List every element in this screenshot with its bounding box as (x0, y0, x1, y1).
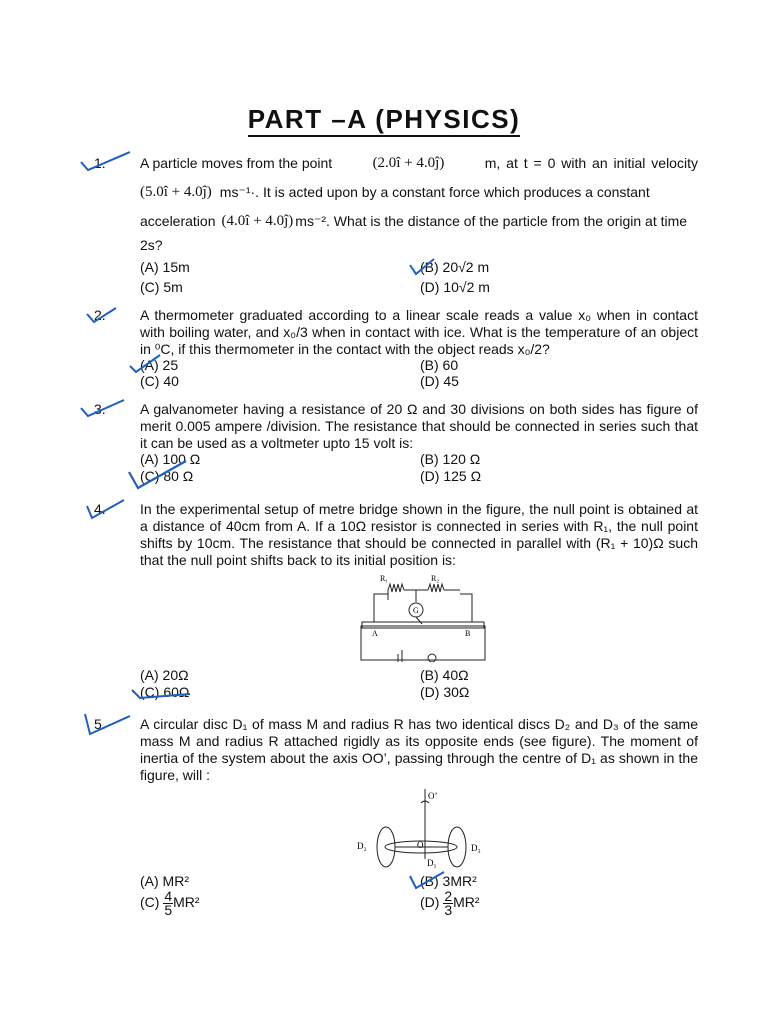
r2-label: R₂ (431, 574, 440, 583)
q1-line-2: (5.0î + 4.0ĵ) ms⁻¹·. It is acted upon by a constant force which produces a constant (140, 184, 650, 200)
fraction: $\frac{2}{3}$ (444, 888, 453, 918)
question-number: 1. (94, 155, 106, 171)
question-number: 2. (94, 307, 106, 323)
question-1 (140, 155, 698, 254)
option-a: (A) 100 Ω (140, 451, 201, 467)
option-c: (C) 60Ω (140, 684, 190, 700)
option-d: (D) 45 (420, 373, 459, 389)
option-b: (B) 3MR² (420, 873, 477, 889)
option-c: (C) 40 (140, 373, 179, 389)
question-3: A galvanometer having a resistance of 20 Ω and 30 divisions on both sides has figure of merit 0.005 ampere /division. The resistance that should be connected in series such that it can be used as a voltmeter upto 15 volt is: (140, 401, 698, 451)
option-d: (D) 125 Ω (420, 468, 482, 484)
r1-label: R₁ (380, 574, 389, 583)
o-label: O (417, 840, 424, 850)
q1-line-4: 2s? (140, 237, 163, 253)
option-b: (B) 20√2 m (420, 259, 490, 275)
point-b-label: B (465, 629, 471, 638)
option-a: (A) 25 (140, 357, 179, 373)
d1-label: D₁ (427, 858, 437, 868)
galvanometer-label: G (413, 606, 419, 615)
point-a-label: A (372, 629, 378, 638)
option-c: (C) 80 Ω (140, 468, 194, 484)
option-b: (B) 120 Ω (420, 451, 481, 467)
q1-line-3: acceleration (4.0î + 4.0ĵ) ms⁻². What is the distance of the particle from the origin at time (140, 213, 688, 229)
option-d: (D) $\frac{2}{3}$ MR² (420, 888, 480, 918)
question-2: A thermometer graduated according to a linear scale reads a value x₀ when in contact with boiling water, and x₀/3 when in contact with ice. What is the temperature of an object in ⁰C, if this thermometer in the contact with the object reads x₀/2? (140, 307, 698, 357)
d3-label: D₃ (471, 843, 481, 853)
question-number: 4. (94, 501, 106, 517)
option-d: (D) 30Ω (420, 684, 470, 700)
check-mark-icon (78, 148, 134, 176)
option-a: (A) MR² (140, 873, 189, 889)
option-a: (A) 20Ω (140, 667, 189, 683)
d2-label: D₂ (357, 841, 367, 851)
fraction: $\frac{4}{5}$ (164, 888, 173, 918)
check-mark-icon (84, 496, 128, 522)
question-5: A circular disc D₁ of mass M and radius R has two identical discs D₂ and D₃ of the same mass M and radius R attached rigidly as its opposite ends (see figure). The moment of inertia of the system about the axis OO’, passing through the centre of D₁ as shown in the figure, will : (140, 716, 698, 783)
check-mark-icon (82, 710, 134, 738)
option-c: (C) 5m (140, 279, 183, 295)
q1-line-1: A particle moves from the point (2.0î + 4.0ĵ) m, at t = 0 with an initial velocity (140, 155, 698, 171)
metre-bridge-figure (360, 570, 486, 662)
question-number: 3. (94, 401, 106, 417)
page-title: PART –A (PHYSICS) (0, 104, 768, 135)
option-a: (A) 15m (140, 259, 190, 275)
option-b: (B) 40Ω (420, 667, 469, 683)
question-number: 5. (94, 716, 106, 732)
option-d: (D) 10√2 m (420, 279, 490, 295)
question-4: In the experimental setup of metre bridge shown in the figure, the null point is obtained at a distance of 40cm from A. If a 10Ω resistor is connected in series with R₁, the null point shifts by 10cm. The resistance that should be connected in parallel with (R₁ + 10)Ω such that the null point shifts back to its initial position is: (140, 501, 698, 568)
option-c: (C) $\frac{4}{5}$ MR² (140, 888, 200, 918)
discs-figure (355, 785, 495, 871)
o-prime-label: O’ (428, 791, 438, 801)
option-b: (B) 60 (420, 357, 459, 373)
